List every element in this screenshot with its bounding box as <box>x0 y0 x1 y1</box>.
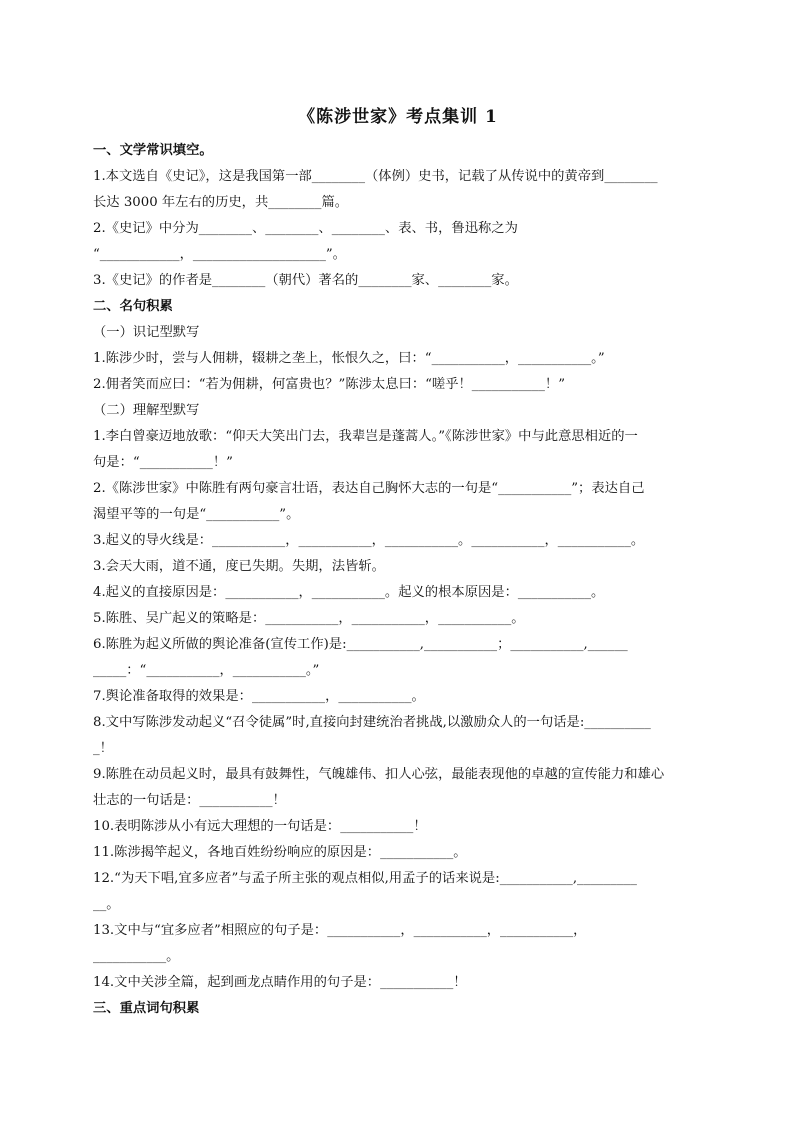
question-line: 3.会天大雨，道不通，度已失期。失期，法皆斩。 <box>93 559 385 574</box>
question-line: 5.陈胜、吴广起义的策略是：___________，___________，___________。 <box>93 611 525 626</box>
question-line: 1.本文选自《史记》，这是我国第一部________（体例）史书，记载了从传说中的黄帝到________ <box>93 169 658 184</box>
question-line: 14.文中关涉全篇，起到画龙点睛作用的句子是：___________！ <box>93 975 467 990</box>
question-line: 12.“为天下唱,宜多应者”与孟子所主张的观点相似,用孟子的话来说是:___________,_________ <box>93 871 637 886</box>
text-line: “____________，____________________”。 <box>93 247 346 262</box>
question-line: 10.表明陈涉从小有远大理想的一句话是：___________！ <box>93 819 427 834</box>
question-line: 9.陈胜在动员起义时，最具有鼓舞性，气魄雄伟、扣人心弦，最能表现他的卓越的宣传能力和雄心 <box>93 767 665 782</box>
question-line: 2.《史记》中分为________、________、________、表、书，鲁迅称之为 <box>93 221 518 236</box>
question-line: 11.陈涉揭竿起义，各地百姓纷纷响应的原因是：___________。 <box>93 845 467 860</box>
text-line: 句是：“___________！” <box>93 455 233 470</box>
section-heading: 一、文学常识填空。 <box>93 143 213 158</box>
page-title: 《陈涉世家》考点集训 1 <box>298 107 498 127</box>
question-line: 1.李白曾豪迈地放歌：“仰天大笑出门去，我辈岂是蓬蒿人。”《陈涉世家》中与此意思相近的一 <box>93 429 638 444</box>
text-line: __。 <box>93 897 120 912</box>
question-line: 2.《陈涉世家》中陈胜有两句豪言壮语，表达自己胸怀大志的一句是“___________”；表达自己 <box>93 481 645 496</box>
text-line: _____：“___________，___________。” <box>93 663 320 678</box>
subsection-heading: （二）理解型默写 <box>93 403 200 418</box>
section-heading: 二、名句积累 <box>93 299 173 314</box>
text-line: 长达 3000 年左右的历史，共________篇。 <box>93 195 349 210</box>
subsection-heading: （一）识记型默写 <box>93 325 200 340</box>
question-line: 6.陈胜为起义所做的舆论准备(宣传工作)是:___________,___________；___________,______ <box>93 637 628 652</box>
section-heading: 三、重点词句积累 <box>93 1001 200 1016</box>
question-line: 7.舆论准备取得的效果是：___________，___________。 <box>93 689 425 704</box>
text-line: 渴望平等的一句是“___________”。 <box>93 507 300 522</box>
question-line: 13.文中与“宜多应者”相照应的句子是：___________，___________，___________， <box>93 923 587 938</box>
question-line: 1.陈涉少时，尝与人佣耕，辍耕之垄上，怅恨久之，曰：“___________，___________。” <box>93 351 605 366</box>
question-line: 3.起义的导火线是：___________，___________，___________。___________，___________。 <box>93 533 645 548</box>
text-line: ___________。 <box>93 949 180 964</box>
question-line: 2.佣者笑而应曰：“若为佣耕，何富贵也？”陈涉太息曰：“嗟乎！___________！” <box>93 377 566 392</box>
text-line: 壮志的一句话是：___________！ <box>93 793 286 808</box>
question-line: 4.起义的直接原因是：___________，___________。起义的根本原因是：___________。 <box>93 585 605 600</box>
text-line: _！ <box>93 741 113 756</box>
question-line: 8.文中写陈涉发动起义“召令徒属”时,直接向封建统治者挑战,以激励众人的一句话是:__________ <box>93 715 651 730</box>
question-line: 3.《史记》的作者是________（朝代）著名的________家、________家。 <box>93 273 518 288</box>
